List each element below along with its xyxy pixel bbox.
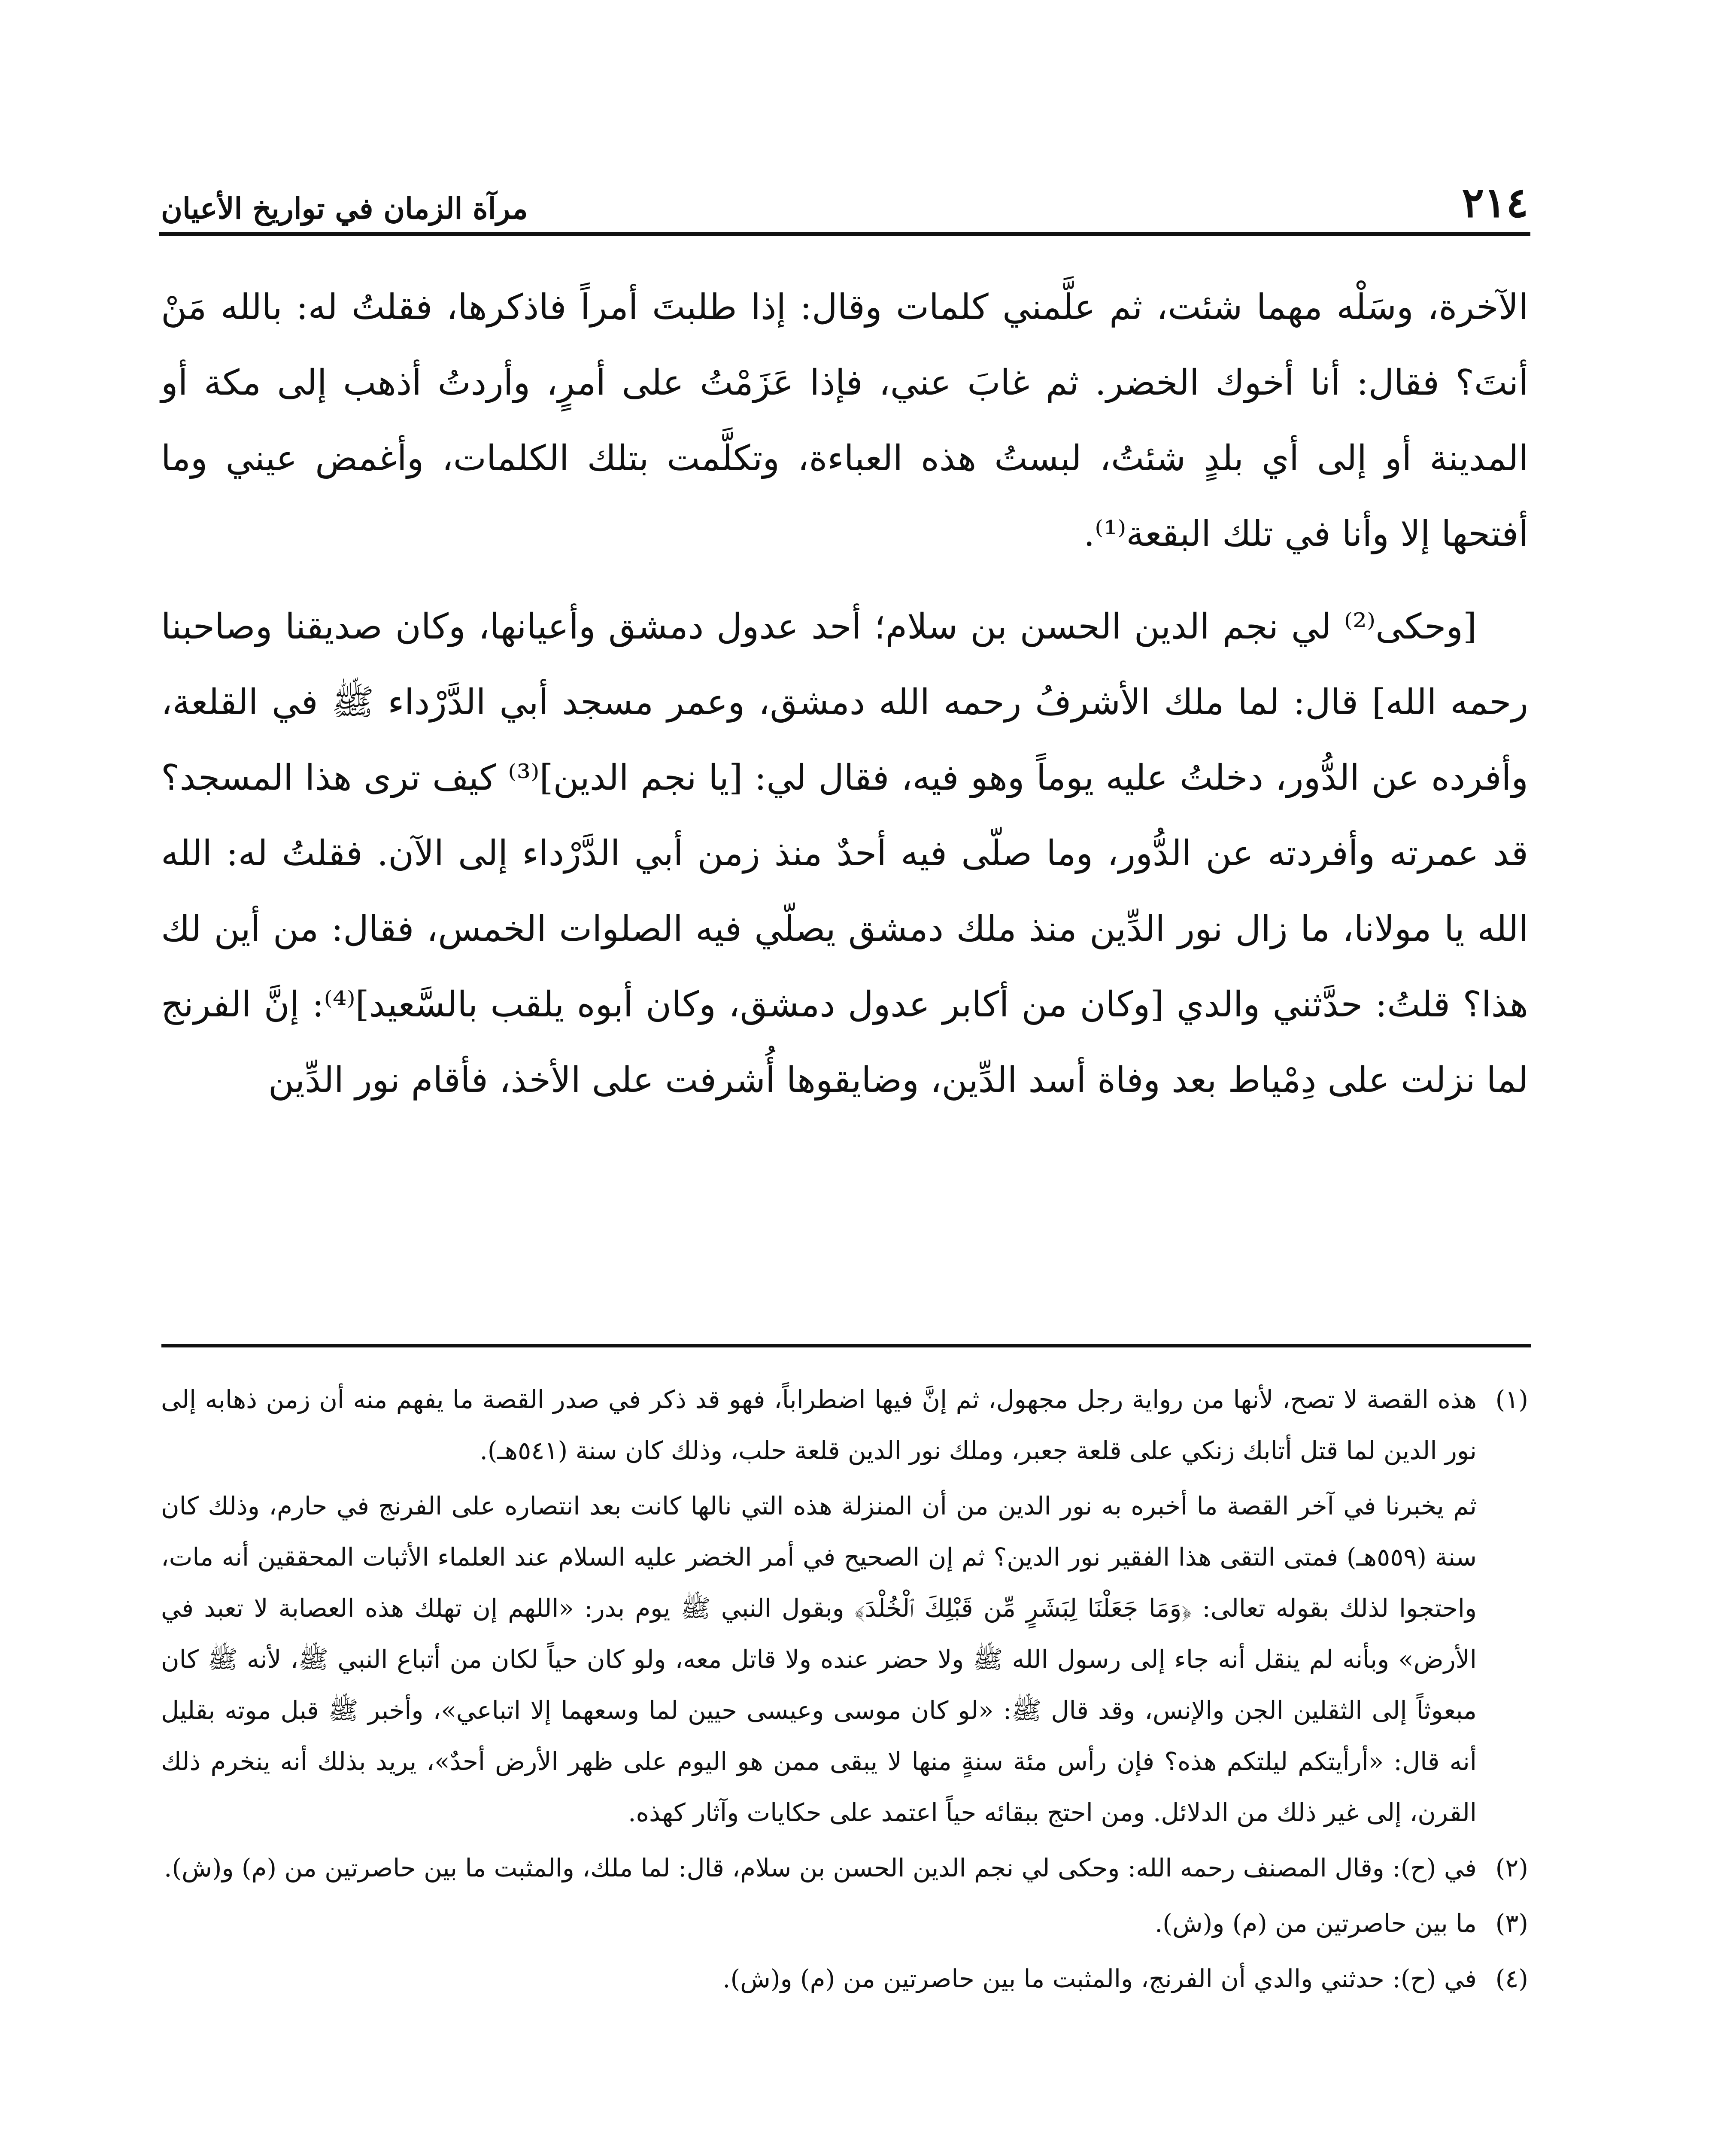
footnote-4 — [161, 1953, 1528, 2004]
footnotes — [161, 1374, 1528, 2009]
footnote-text: ثم يخبرنا في آخر القصة ما أخبره به نور الدين من أن المنزلة هذه التي نالها كانت بعد انتصاره على الفرنج في حارم، وذلك كان سنة (٥٥٩هـ) فمتى التقى هذا الفقير نور الدين؟ ثم إن الصحيح في أمر الخضر عليه السلام عند العلماء الأثبات المحققين أنه مات، واحتجوا لذلك بقوله تعالى: ﴿وَمَا جَعَلْنَا لِبَشَرٍ مِّن قَبْلِكَ ٱلْخُلْدَ﴾ وبقول النبي ﷺ يوم بدر: «اللهم إن تهلك هذه العصابة لا تعبد في الأرض» وبأنه لم ينقل أنه جاء إلى رسول الله ﷺ ولا حضر عنده ولا قاتل معه، ولو كان حياً لكان من أتباع النبي ﷺ، لأنه ﷺ كان مبعوثاً إلى الثقلين الجن والإنس، وقد قال ﷺ: «لو كان موسى وعيسى حيين لما وسعهما إلا اتباعي»، وأخبر ﷺ قبل موته بقليل أنه قال: «أرأيتكم ليلتكم هذه؟ فإن رأس مئة سنةٍ منها لا يبقى ممن هو اليوم على ظهر الأرض أحدٌ»، يريد بذلك أنه ينخرم ذلك القرن، إلى غير ذلك من الدلائل. ومن احتج ببقائه حياً اعتمد على حكايات وآثار كهذه. — [161, 1491, 1477, 1827]
footnote-2 — [161, 1843, 1528, 1894]
footnote-body — [161, 1953, 1477, 2004]
footnote-3 — [161, 1898, 1528, 1949]
footnote-number: (١) — [1495, 1385, 1528, 1414]
page-number: ٢١٤ — [1462, 178, 1528, 227]
footnote-body — [161, 1374, 1477, 1838]
footnote-text: ما بين حاصرتين من (م) و(ش). — [1154, 1909, 1477, 1938]
footnote-number: (٣) — [1495, 1909, 1528, 1938]
footnote-number: (٤) — [1495, 1964, 1528, 1993]
footnote-1 — [161, 1374, 1528, 1838]
footnote-body — [161, 1843, 1477, 1894]
footnote-text: هذه القصة لا تصح، لأنها من رواية رجل مجهول، ثم إنَّ فيها اضطراباً، فهو قد ذكر في صدر القصة ما يفهم منه أن زمن ذهابه إلى نور الدين لما قتل أتابك زنكي على قلعة جعبر، وملك نور الدين قلعة حلب، وذلك كان سنة (٥٤١هـ). — [161, 1385, 1477, 1465]
footnote-text: في (ح): وقال المصنف رحمه الله: وحكى لي نجم الدين الحسن بن سلام، قال: لما ملك، والمثبت ما بين حاصرتين من (م) و(ش). — [164, 1853, 1477, 1882]
main-text — [161, 270, 1528, 1118]
header-rule — [159, 232, 1530, 236]
main-paragraph-2: [وحكى⁽²⁾ لي نجم الدين الحسن بن سلام؛ أحد عدول دمشق وأعيانها، وكان صديقنا وصاحبنا رحمه الله] قال: لما ملك الأشرفُ رحمه الله دمشق، وعمر مسجد أبي الدَّرْداء ﷺ في القلعة، وأفرده عن الدُّور، دخلتُ عليه يوماً وهو فيه، فقال لي: [يا نجم الدين]⁽³⁾ كيف ترى هذا المسجد؟ قد عمرته وأفردته عن الدُّور، وما صلّى فيه أحدٌ منذ زمن أبي الدَّرْداء إلى الآن. فقلتُ له: الله الله يا مولانا، ما زال نور الدِّين منذ ملك دمشق يصلّي فيه الصلوات الخمس، فقال: من أين لك هذا؟ قلتُ: حدَّثني والدي [وكان من أكابر عدول دمشق، وكان أبوه يلقب بالسَّعيد]⁽⁴⁾: إنَّ الفرنج لما نزلت على دِمْياط بعد وفاة أسد الدِّين، وضايقوها أُشرفت على الأخذ، فأقام نور الدِّين — [161, 606, 1529, 1101]
page-header — [161, 163, 1528, 227]
footnote-text: في (ح): حدثني والدي أن الفرنج، والمثبت ما بين حاصرتين من (م) و(ش). — [722, 1964, 1477, 1993]
footnote-number: (٢) — [1495, 1853, 1528, 1882]
footnote-rule — [161, 1344, 1531, 1347]
footnote-body — [161, 1898, 1477, 1949]
running-title: مرآة الزمان في تواريخ الأعيان — [161, 192, 528, 226]
main-paragraph-1: الآخرة، وسَلْه مهما شئت، ثم علَّمني كلمات وقال: إذا طلبتَ أمراً فاذكرها، فقلتُ له: بالله مَنْ أنتَ؟ فقال: أنا أخوك الخضر. ثم غابَ عني، فإذا عَزَمْتُ على أمرٍ، وأردتُ أذهب إلى مكة أو المدينة أو إلى أي بلدٍ شئتُ، لبستُ هذه العباءة، وتكلَّمت بتلك الكلمات، وأغمض عيني وما أفتحها إلا وأنا في تلك البقعة⁽¹⁾. — [161, 287, 1528, 554]
